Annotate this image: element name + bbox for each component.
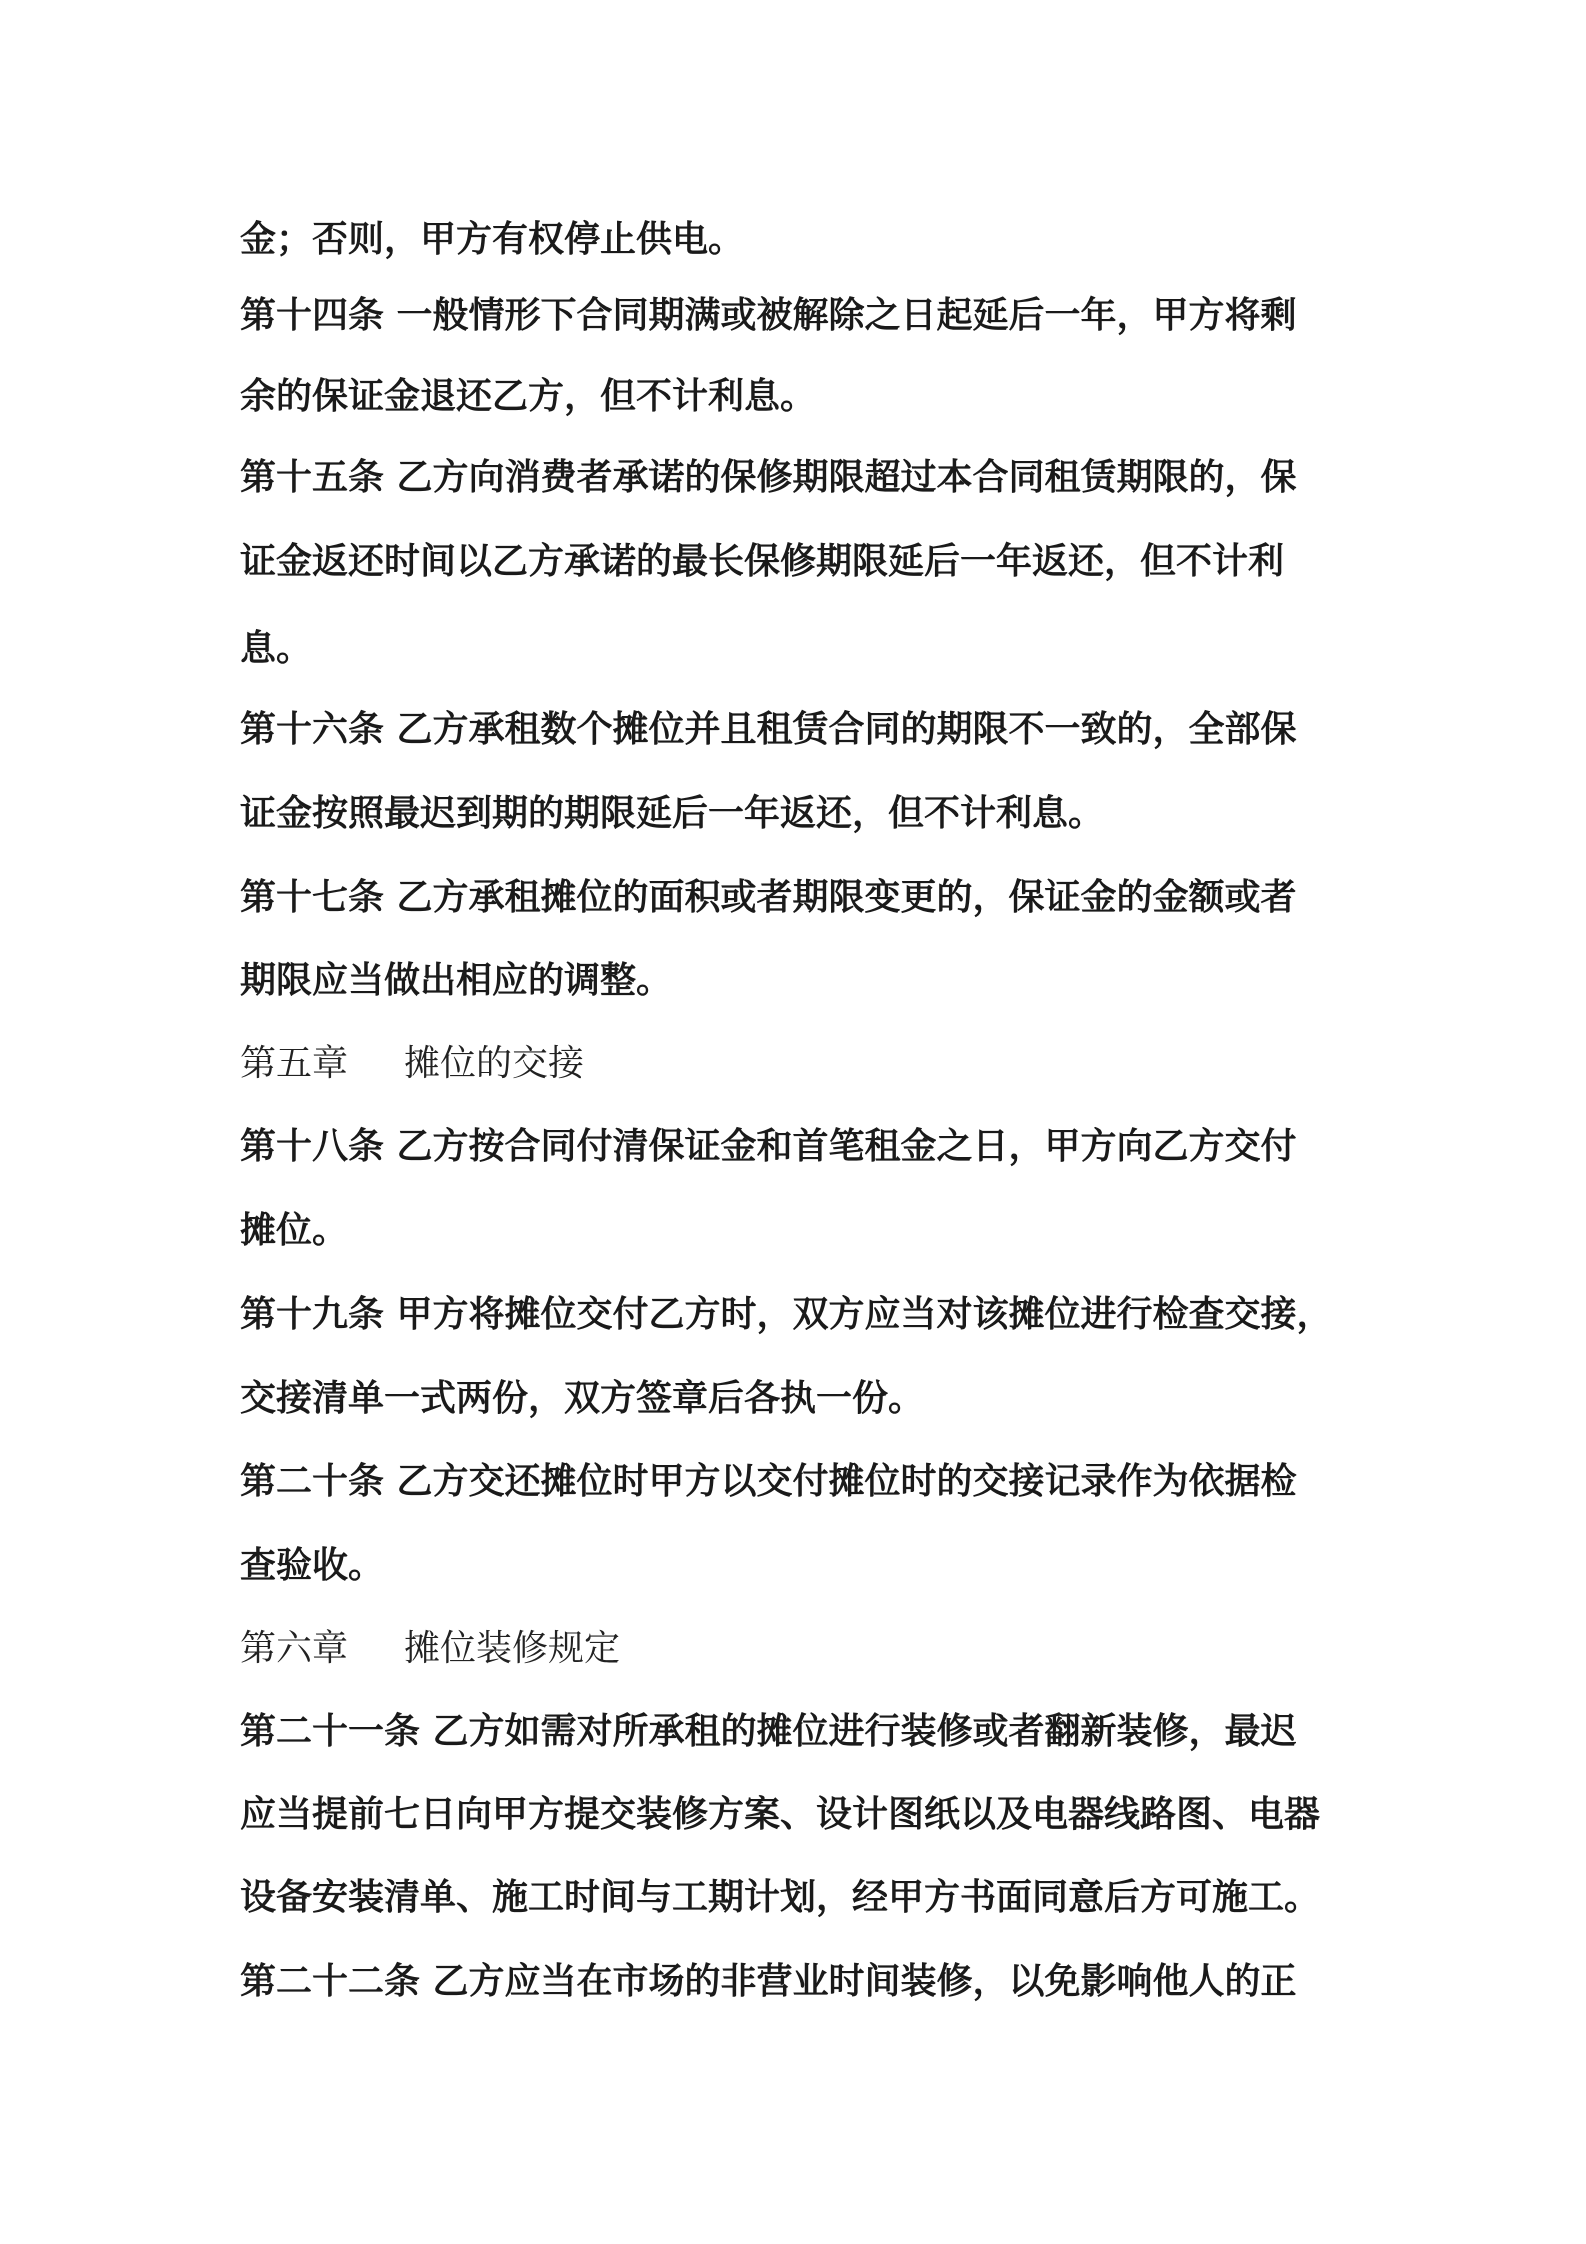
chapter-heading-5	[240, 1043, 585, 1084]
text-line: 余的保证金退还乙方，但不计利息。	[240, 376, 817, 417]
text-line: 摊位。	[240, 1210, 349, 1251]
text-line: 第十八条 乙方按合同付清保证金和首笔租金之日，甲方向乙方交付	[240, 1126, 1297, 1167]
text-line: 第十六条 乙方承租数个摊位并且租赁合同的期限不一致的，全部保	[240, 709, 1297, 750]
chapter-number: 第五章	[240, 1043, 349, 1084]
text-line: 第十七条 乙方承租摊位的面积或者期限变更的，保证金的金额或者	[240, 877, 1297, 918]
text-line: 金；否则，甲方有权停止供电。	[240, 219, 745, 260]
text-line: 第十九条 甲方将摊位交付乙方时，双方应当对该摊位进行检查交接，	[240, 1294, 1333, 1335]
chapter-heading-6	[240, 1628, 621, 1669]
chapter-number: 第六章	[240, 1628, 349, 1669]
text-line: 第二十条 乙方交还摊位时甲方以交付摊位时的交接记录作为依据检	[240, 1461, 1297, 1502]
chapter-title: 摊位装修规定	[404, 1628, 621, 1669]
text-line: 查验收。	[240, 1545, 385, 1586]
text-line: 证金返还时间以乙方承诺的最长保修期限延后一年返还，但不计利	[240, 541, 1285, 582]
text-line: 息。	[240, 628, 313, 669]
chapter-title: 摊位的交接	[404, 1043, 585, 1084]
text-line: 第十四条 一般情形下合同期满或被解除之日起延后一年，甲方将剩	[240, 295, 1297, 336]
text-line: 第二十二条 乙方应当在市场的非营业时间装修，以免影响他人的正	[240, 1961, 1297, 2002]
text-line: 证金按照最迟到期的期限延后一年返还，但不计利息。	[240, 793, 1105, 834]
text-line: 应当提前七日向甲方提交装修方案、设计图纸以及电器线路图、电器	[240, 1794, 1321, 1835]
text-line: 设备安装清单、施工时间与工期计划，经甲方书面同意后方可施工。	[240, 1877, 1321, 1918]
text-line: 第十五条 乙方向消费者承诺的保修期限超过本合同租赁期限的，保	[240, 457, 1297, 498]
text-line: 交接清单一式两份，双方签章后各执一份。	[240, 1378, 925, 1419]
text-line: 第二十一条 乙方如需对所承租的摊位进行装修或者翻新装修，最迟	[240, 1711, 1297, 1752]
text-line: 期限应当做出相应的调整。	[240, 960, 673, 1001]
